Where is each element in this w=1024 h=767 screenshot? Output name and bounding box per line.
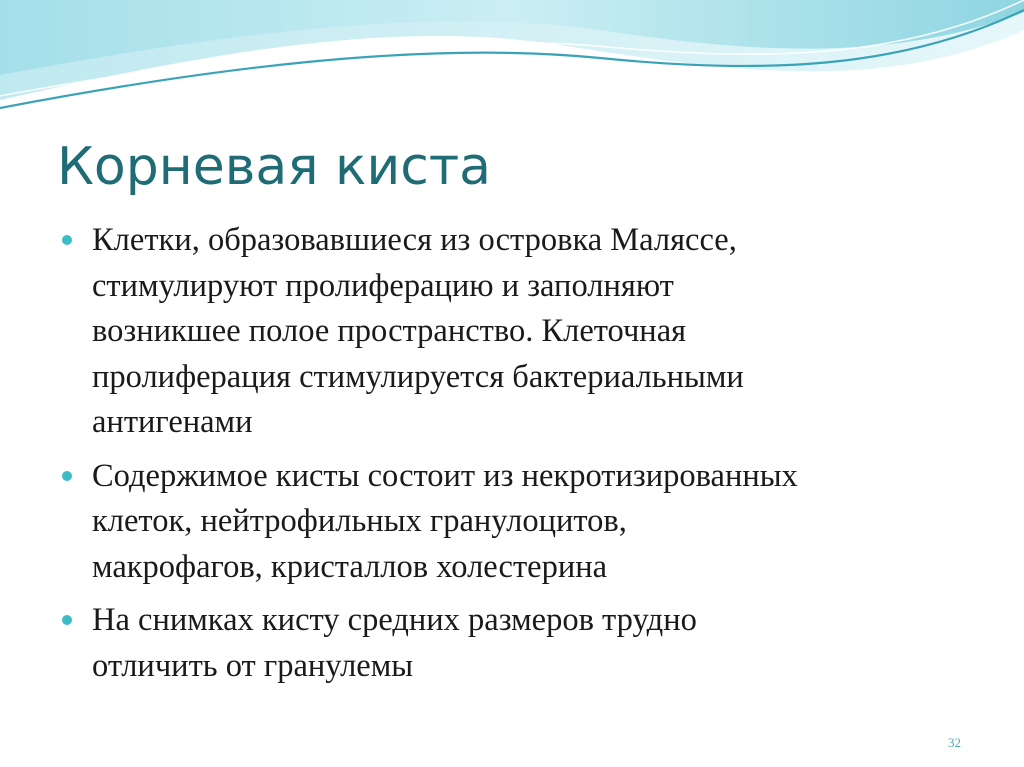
bullet-line: отличить от гранулемы — [92, 647, 414, 684]
bullet-dot-icon — [62, 235, 72, 245]
bullet-line: клеток, нейтрофильных гранулоцитов, — [92, 503, 627, 539]
page-number: 32 — [948, 735, 961, 750]
bullet-list — [62, 218, 982, 697]
bullet-item — [62, 598, 982, 689]
bullet-line: пролиферация стимулируется бактериальными — [92, 358, 744, 395]
bullet-item — [62, 218, 982, 446]
bullet-line: возникшее полое пространство. Клеточная — [92, 313, 687, 349]
bullet-dot-icon — [62, 615, 72, 625]
slide-title: Корневая киста — [57, 137, 492, 197]
bullet-line: антигенами — [92, 404, 253, 440]
bullet-item — [62, 454, 982, 591]
wave-header-decoration — [0, 0, 1024, 120]
bullet-line: Содержимое кисты состоит из некротизированных — [92, 457, 798, 494]
bullet-line: стимулируют пролиферацию и заполняют — [92, 267, 674, 304]
bullet-line: На снимках кисту средних размеров трудно — [92, 602, 697, 638]
bullet-line: макрофагов, кристаллов холестерина — [92, 548, 608, 585]
bullet-line: Клетки, образовавшиеся из островка Маляссе, — [92, 222, 737, 258]
bullet-dot-icon — [62, 471, 72, 481]
